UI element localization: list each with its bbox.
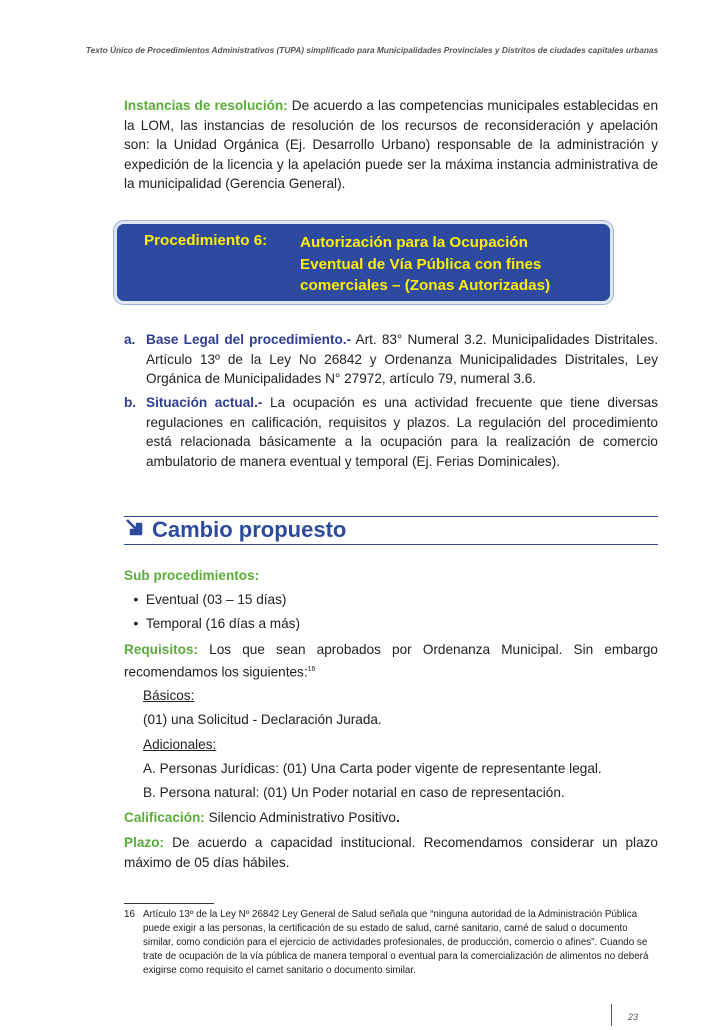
plazo-paragraph: [124, 833, 658, 872]
calificacion-text: Silencio Administrativo Positivo: [204, 810, 396, 825]
sub-procedimientos-label: Sub procedimientos:: [124, 568, 260, 583]
list-letter: a.: [124, 332, 136, 347]
requisitos-paragraph: [124, 640, 658, 682]
requisitos-text: Los que sean aprobados por Ordenanza Municipal. Sin embargo recomendamos los siguientes:: [124, 642, 658, 680]
base-legal-text: Art. 83° Numeral 3.2. Municipalidades Distritales. Artículo 13º de la Ley No 26842 y Ordenanza Municipalidades Distritales, Ley Orgánica de Municipalidades N° 27972, artículo 79, numeral 3.6.: [146, 332, 658, 387]
running-header: Texto Único de Procedimientos Administrativos (TUPA) simplificado para Municipalidades Provinciales y Distritos de ciudades capitales urbanas: [85, 45, 659, 55]
plazo-label: Plazo:: [124, 835, 165, 850]
footnote-ref: 16: [307, 665, 316, 673]
list-item-base-legal: [124, 330, 658, 389]
situacion-heading: Situación actual.-: [146, 395, 263, 410]
footnote: [124, 908, 658, 978]
list-letter: b.: [124, 395, 137, 410]
adicionales-heading: Adicionales:: [143, 737, 217, 752]
page-number-rule: [611, 1004, 612, 1026]
section-rule-bottom: [124, 544, 658, 545]
arrow-down-right-icon: [124, 517, 146, 543]
section-title-cambio: [124, 517, 346, 543]
base-legal-heading: Base Legal del procedimiento.-: [146, 332, 352, 347]
basicos-heading: Básicos:: [143, 688, 195, 703]
procedure-title: [300, 232, 590, 297]
bullet-item-eventual: • Eventual (03 – 15 días): [126, 592, 287, 607]
list-item-situacion: [124, 393, 658, 471]
procedure-title-line: Autorización para la Ocupación: [300, 234, 528, 251]
calificacion-label: Calificación:: [124, 810, 205, 825]
bullet-item-temporal: • Temporal (16 días a más): [126, 616, 300, 631]
procedure-label: Procedimiento 6:: [144, 232, 268, 249]
instancias-label: Instancias de resolución:: [124, 98, 288, 113]
footnote-rule: [124, 903, 214, 904]
procedure-title-line: Eventual de Vía Pública con fines: [300, 255, 542, 273]
footnote-number: 16: [124, 909, 135, 920]
basicos-item: (01) una Solicitud - Declaración Jurada.: [143, 712, 382, 727]
situacion-text: La ocupación es una actividad frecuente que tiene diversas regulaciones en calificación, requisitos y plazos. La regulación del procedimiento está relacionada básicamente a la ocupación para la realización de comercio ambulatorio de manera eventual y temporal (Ej. Ferias Dominicales).: [146, 395, 659, 469]
requisitos-label: Requisitos:: [124, 642, 199, 657]
calificacion-line: Calificación: Silencio Administrativo Positivo.: [124, 810, 400, 825]
footnote-text: Artículo 13º de la Ley Nº 26842 Ley General de Salud señala que “ninguna autoridad de la Administración Pública puede exigir a las personas, la certificación de su estado de salud, carné sanitario, carné de salud o documento similar, como condición para el ejercicio de actividades profesionales, de producción, comercio o afines”. Cuando se trate de ocupación de la vía pública de manera temporal o eventual para la comercialización de alimentos no deberá exigirse como requisito el carnet sanitario o documento similar.: [143, 909, 649, 976]
section-title-text: Cambio propuesto: [152, 517, 347, 542]
adicionales-item: A. Personas Jurídicas: (01) Una Carta poder vigente de representante legal.: [143, 761, 602, 776]
adicionales-item: B. Persona natural: (01) Un Poder notarial en caso de representación.: [143, 785, 565, 800]
page-number: 23: [628, 1012, 639, 1022]
instancias-paragraph: [124, 96, 658, 194]
instancias-text: De acuerdo a las competencias municipales establecidas en la LOM, las instancias de resolución de los recursos de reconsideración y apelación son: la Unidad Orgánica (Ej. Desarrollo Urbano) responsable de la administración y expedición de la licencia y la apelación puede ser la máxima instancia administrativa de la municipalidad (Gerencia General).: [124, 98, 659, 192]
procedure-title-line: comerciales – (Zonas Autorizadas): [300, 277, 551, 294]
plazo-text: De acuerdo a capacidad institucional. Recomendamos considerar un plazo máximo de 05 días hábiles.: [124, 835, 658, 870]
